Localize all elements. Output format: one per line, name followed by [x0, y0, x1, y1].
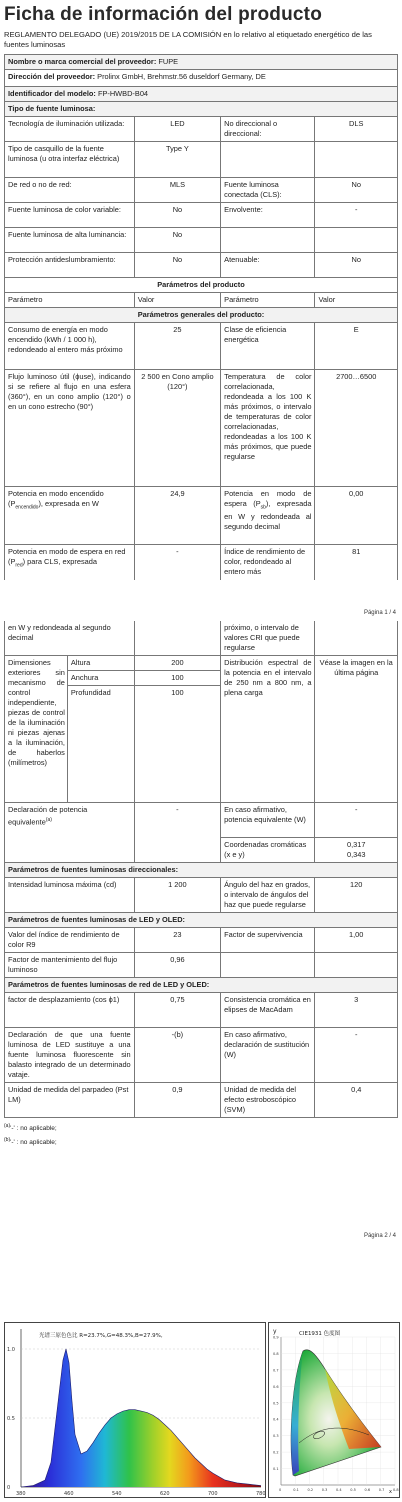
row-value: 0,00 — [315, 487, 398, 545]
table-row — [5, 178, 398, 203]
table-row — [5, 370, 398, 487]
x-tick-label: 620 — [160, 1491, 170, 1497]
table-row — [5, 545, 398, 581]
cie-y-tick-label: 0.2 — [273, 1450, 279, 1455]
row-label: Tecnología de iluminación utilizada: — [5, 117, 135, 142]
row-label: factor de desplazamiento (cos ϕ1) — [5, 993, 135, 1028]
dimension-name: Profundidad — [67, 686, 134, 803]
row-value: 23 — [134, 928, 220, 953]
table-row — [5, 1028, 398, 1083]
footnote-b: $^{(b)}$'-' : no aplicable; — [4, 1137, 57, 1147]
col-header-param: Parámetro — [5, 293, 135, 308]
row-value: 0,9 — [134, 1083, 220, 1118]
col-header-value: Valor — [134, 293, 220, 308]
row-value: DLS — [315, 117, 398, 142]
table-row — [5, 803, 398, 838]
row-value: 2700…6500 — [315, 370, 398, 487]
product-sheet-page2 — [4, 621, 398, 1147]
cie-x-tick-label: 0.1 — [293, 1488, 299, 1492]
cie-x-tick-labels — [279, 1488, 399, 1492]
row-label: Potencia en modo de espera $(P_{sb})$, expresada en W y redondeada al segundo decimal — [221, 487, 315, 545]
product-params-heading: Parámetros del producto — [5, 278, 398, 293]
dimension-value: 100 — [134, 686, 220, 803]
product-sheet — [4, 4, 398, 580]
col-header-param: Parámetro — [221, 293, 315, 308]
cie-y-label: y — [273, 1328, 277, 1335]
table-row — [5, 621, 398, 656]
table-row — [5, 1083, 398, 1118]
row-label: Protección antideslumbramiento: — [5, 253, 135, 278]
table-row — [5, 878, 398, 913]
cie-x-tick-label: 0.3 — [321, 1488, 328, 1492]
cie-x-tick-label: 0.4 — [336, 1488, 342, 1492]
table-row — [5, 656, 398, 671]
row-value: 0,317 0,343 — [315, 838, 398, 863]
row-value: 1 200 — [134, 878, 220, 913]
source-type-heading: Tipo de fuente luminosa: — [5, 102, 398, 117]
row-label: Tipo de casquillo de la fuente luminosa (u otra interfaz eléctrica) — [5, 142, 135, 178]
row-value: No — [134, 228, 220, 253]
cie-y-tick-label: 0.7 — [273, 1368, 279, 1373]
regulation-subtitle: REGLAMENTO DELEGADO (UE) 2019/2015 DE LA COMISIÓN en lo relativo al etiquetado energético de las fuentes luminosas — [4, 30, 372, 49]
row-label: Consistencia cromática en elipses de MacAdam — [221, 993, 315, 1028]
row-label: Atenuable: — [221, 253, 315, 278]
table-row — [5, 228, 398, 253]
row-label: Fuente luminosa de alta luminancia: — [5, 228, 135, 253]
cie-y-tick-label: 0.6 — [273, 1384, 279, 1389]
row-value: No — [134, 253, 220, 278]
cie-chart — [268, 1322, 400, 1498]
row-label: En caso afirmativo, potencia equivalente (W) — [221, 803, 315, 838]
cie-y-tick-label: 0.1 — [273, 1467, 279, 1472]
row-label: en W y redondeada al segundo decimal — [5, 621, 135, 656]
table-row — [5, 323, 398, 370]
row-value: - — [315, 1028, 398, 1083]
row-label: Clase de eficiencia energética — [221, 323, 315, 370]
table-row — [5, 953, 398, 978]
dimension-name: Anchura — [67, 671, 134, 686]
row-value: No — [315, 253, 398, 278]
row-value: MLS — [134, 178, 220, 203]
cie-x-tick-label: 0.8 — [393, 1488, 399, 1492]
sheet-table-page2 — [4, 621, 398, 1118]
cie-x-tick-label: 0.7 — [378, 1488, 385, 1492]
row-label: Potencia en modo encendido $(P_{encendido})$, expresada en W — [5, 487, 135, 545]
row-value: 120 — [315, 878, 398, 913]
row-label: Unidad de medida del parpadeo (Pst LM) — [5, 1083, 135, 1118]
col-header-value: Valor — [315, 293, 398, 308]
row-label: Coordenadas cromáticas (x e y) — [221, 838, 315, 863]
model-value: FP-HWBD-B04 — [97, 89, 149, 98]
row-label: Declaración de que una fuente luminosa de LED sustituye a una fuente luminosa fluorescente sin balasto integrado de un determinado vataje. — [5, 1028, 135, 1083]
mains-led-heading: Parámetros de fuentes luminosas de red de LED y OLED: — [5, 978, 398, 993]
row-label: próximo, o intervalo de valores CRI que puede regularse — [221, 621, 315, 656]
cie-locus — [291, 1350, 381, 1476]
dimensions-label: Dimensiones exteriores sin mecanismo de control independiente, piezas de control de la iluminación ni piezas ajenas a la iluminación, de haberlos (milímetros) — [5, 656, 68, 803]
cie-svg — [269, 1323, 399, 1497]
cie-x-tick-label: 0.6 — [364, 1488, 371, 1492]
cie-title: CIE1931 色度图 — [299, 1331, 341, 1337]
x-tick-label: 780 — [256, 1491, 265, 1497]
row-label: Índice de rendimiento de color, redondeado al entero más — [221, 545, 315, 581]
led-oled-heading: Parámetros de fuentes luminosas de LED y OLED: — [5, 913, 398, 928]
table-row — [5, 142, 398, 178]
x-tick-label: 380 — [16, 1491, 26, 1497]
row-value: E — [315, 323, 398, 370]
cie-x-tick-label: 0.5 — [350, 1488, 356, 1492]
row-value: No — [315, 178, 398, 203]
page-title: Ficha de información del producto — [4, 4, 323, 25]
address-value: Prolinx GmbH, Brehmstr.56 duseldorf Germany, DE — [97, 72, 266, 81]
dimension-name: Altura — [67, 656, 134, 671]
address-label: Dirección del proveedor: — [8, 72, 96, 81]
row-label: Fuente luminosa de color variable: — [5, 203, 135, 228]
row-label: Distribución espectral de la potencia en el intervalo de 250 nm a 800 nm, a plena carga — [221, 656, 315, 803]
row-value: 0,96 — [134, 953, 220, 978]
directional-heading: Parámetros de fuentes luminosas direccionales: — [5, 863, 398, 878]
cie-x-tick-label: 0 — [279, 1488, 282, 1492]
x-tick-label: 700 — [208, 1491, 218, 1497]
row-label: Declaración de potencia equivalente$^{(a)}$ — [5, 803, 135, 863]
dimension-value: 200 — [134, 656, 220, 671]
row-value: Type Y — [134, 142, 220, 178]
row-value: Véase la imagen en la última página — [315, 656, 398, 803]
table-row — [5, 928, 398, 953]
row-label: Consumo de energía en modo encendido (kWh / 1 000 h), redondeado al entero más próximo — [5, 323, 135, 370]
row-value: 3 — [315, 993, 398, 1028]
sheet-table-page1 — [4, 54, 398, 580]
cie-x-label: x — [389, 1489, 392, 1495]
footnote-a: $^{(a)}$'-' : no aplicable; — [4, 1123, 57, 1133]
page-number-2: Página 2 / 4 — [363, 1233, 396, 1239]
cie-y-tick-label: 0.3 — [273, 1434, 279, 1439]
table-row — [5, 117, 398, 142]
table-row — [5, 487, 398, 545]
x-tick-labels — [16, 1491, 265, 1497]
row-value: - — [315, 203, 398, 228]
page-number-1: Página 1 / 4 — [363, 610, 396, 616]
cie-x-tick-label: 0.2 — [307, 1488, 314, 1492]
row-value: 25 — [134, 323, 220, 370]
model-label: Identificador del modelo: — [8, 89, 96, 98]
y-tick-label: 1.0 — [7, 1347, 15, 1353]
row-value: No — [134, 203, 220, 228]
x-tick-label: 540 — [112, 1491, 122, 1497]
row-value: 2 500 en Cono amplio (120°) — [134, 370, 220, 487]
spectrum-chart — [4, 1322, 266, 1498]
row-label: Ángulo del haz en grados, o intervalo de ángulos del haz que puede regularse — [221, 878, 315, 913]
y-tick-labels — [7, 1347, 15, 1491]
general-params-heading: Parámetros generales del producto: — [5, 308, 398, 323]
row-label: Potencia en modo de espera en red $(P_{red})$ para CLS, expresada — [5, 545, 135, 581]
cie-y-tick-label: 0.9 — [273, 1335, 279, 1340]
y-tick-label: 0.5 — [7, 1416, 15, 1422]
row-label: No direccional o direccional: — [221, 117, 315, 142]
row-value: - — [315, 803, 398, 838]
cie-y-tick-label: 0.8 — [273, 1351, 279, 1356]
cie-y-tick-label: 0.4 — [273, 1417, 279, 1422]
row-value: 0,75 — [134, 993, 220, 1028]
row-label: Factor de mantenimiento del flujo luminoso — [5, 953, 135, 978]
row-value: LED — [134, 117, 220, 142]
row-value: - — [134, 545, 220, 581]
dimension-value: 100 — [134, 671, 220, 686]
cie-y-tick-label: 0.5 — [273, 1401, 279, 1406]
row-value: 24,9 — [134, 487, 220, 545]
cie-y-tick-labels — [273, 1336, 279, 1472]
supplier-value: FUPE — [158, 57, 179, 66]
row-label: Factor de supervivencia — [221, 928, 315, 953]
row-label: Envolvente: — [221, 203, 315, 228]
grid — [21, 1349, 261, 1418]
row-label: Intensidad luminosa máxima (cd) — [5, 878, 135, 913]
supplier-label: Nombre o marca comercial del proveedor: — [8, 57, 157, 66]
row-label: Valor del índice de rendimiento de color R9 — [5, 928, 135, 953]
row-value: 81 — [315, 545, 398, 581]
row-label: De red o no de red: — [5, 178, 135, 203]
spectrum-svg — [5, 1323, 265, 1497]
row-value: - — [134, 803, 220, 863]
chart-title: 光谱三原色色比 R=23.7%,G=48.3%,B=27.9%, — [39, 1333, 163, 1339]
row-label: Unidad de medida del efecto estroboscópico (SVM) — [221, 1083, 315, 1118]
row-label: Flujo luminoso útil (ϕuse), indicando si se refiere al flujo en una esfera (360°), en un cono amplio (120°) o en un cono estrecho (90°) — [5, 370, 135, 487]
table-row — [5, 993, 398, 1028]
row-label: En caso afirmativo, declaración de sustitución (W) — [221, 1028, 315, 1083]
table-row — [5, 203, 398, 228]
row-label: Temperatura de color correlacionada, redondeada a los 100 K más próximos, o intervalo de temperaturas de color correlacionadas, redondeadas a los 100 K más próximos, que puede regularse — [221, 370, 315, 487]
row-value: -(b) — [134, 1028, 220, 1083]
row-value: 1,00 — [315, 928, 398, 953]
row-label: Fuente luminosa conectada (CLS): — [221, 178, 315, 203]
row-value: 0,4 — [315, 1083, 398, 1118]
x-tick-label: 460 — [64, 1491, 74, 1497]
y-tick-label: 0 — [7, 1485, 11, 1491]
table-row — [5, 253, 398, 278]
